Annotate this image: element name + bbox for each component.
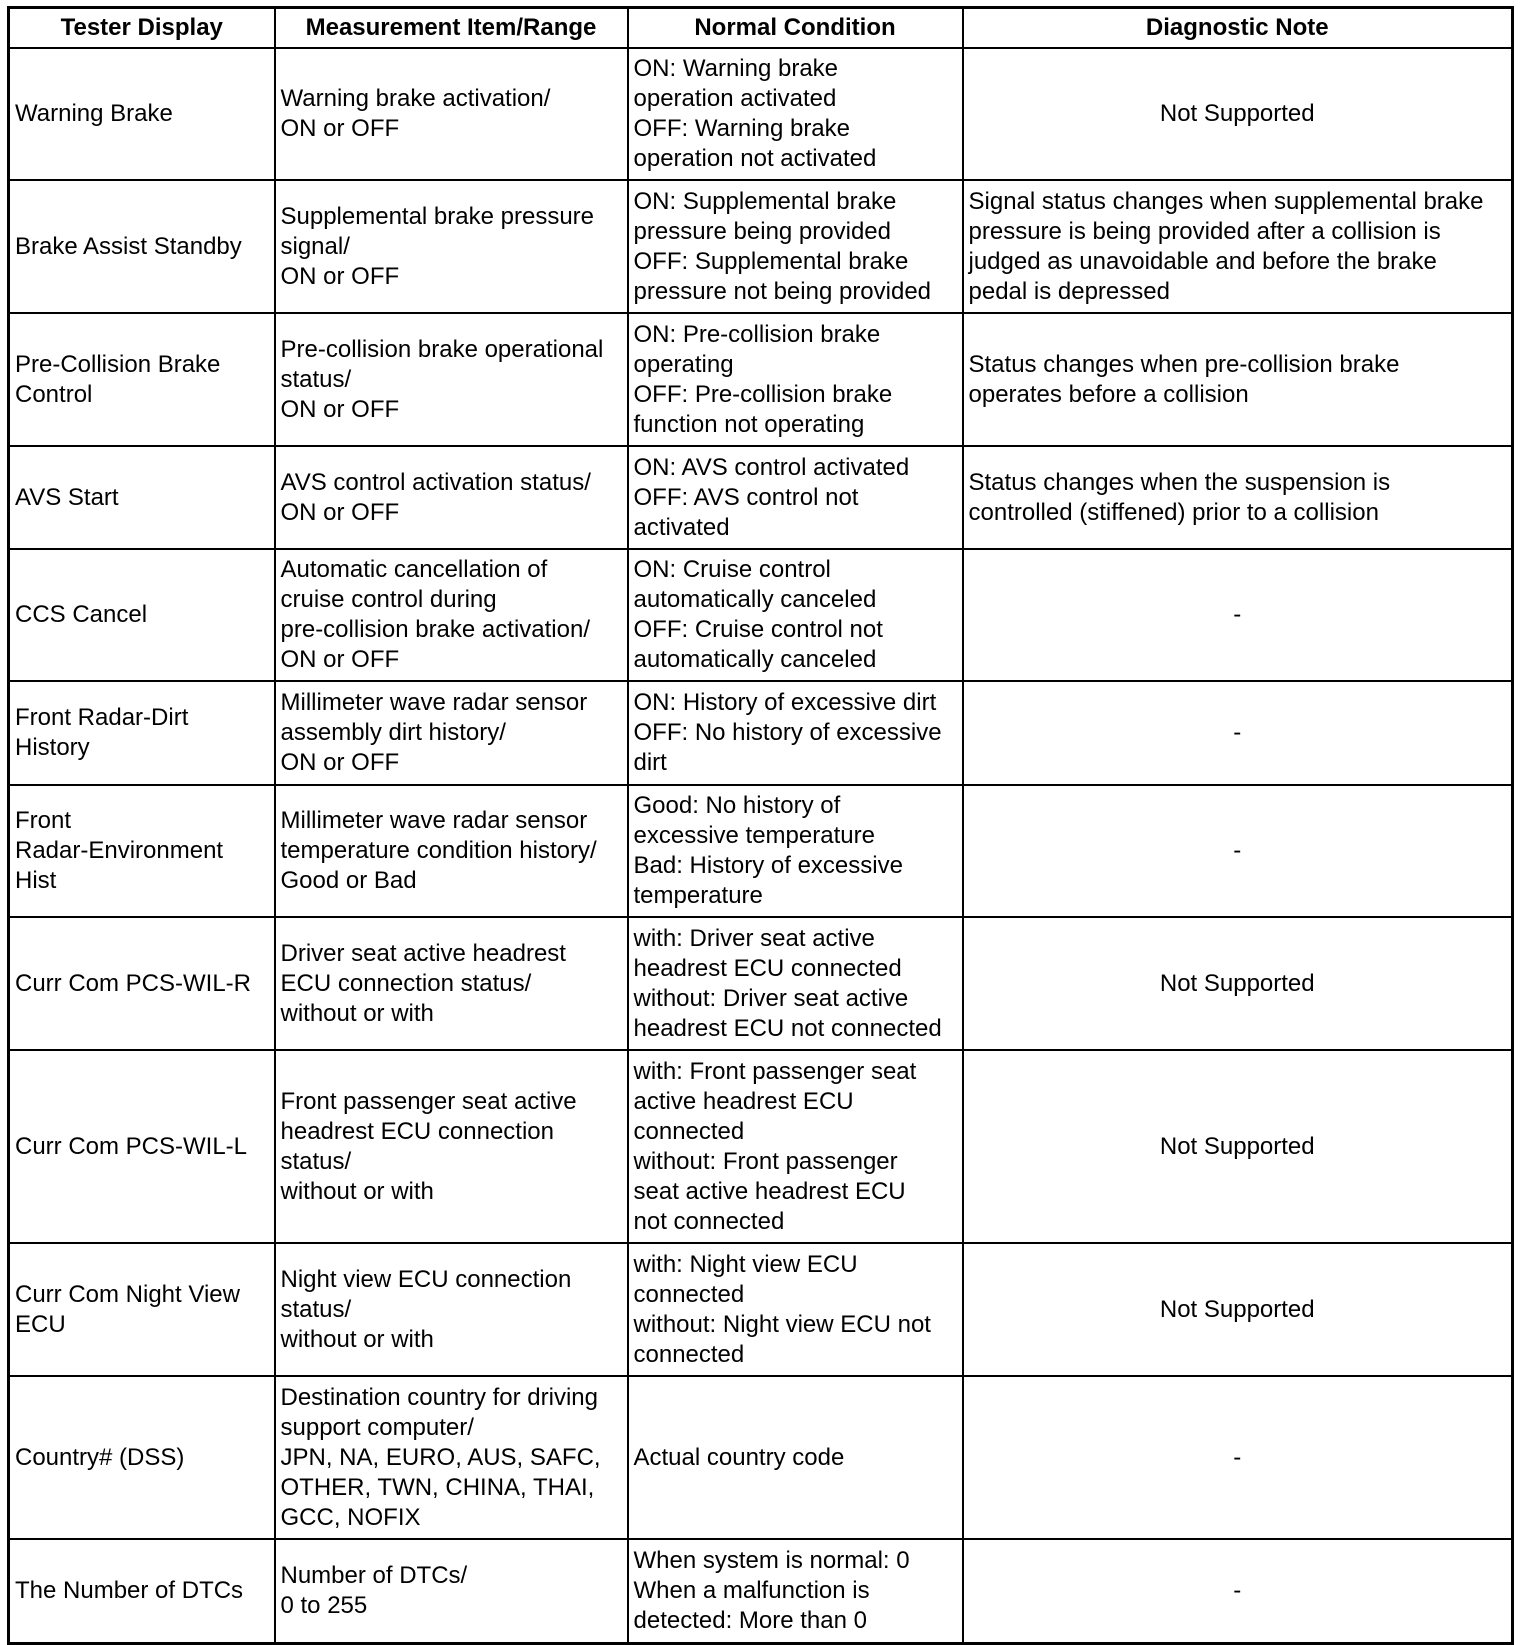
cell-measurement: Night view ECU connection status/ without or with: [275, 1243, 628, 1376]
cell-diagnostic-note: Not Supported: [963, 48, 1513, 180]
cell-measurement: AVS control activation status/ ON or OFF: [275, 446, 628, 549]
table-row: [9, 180, 1513, 313]
table-row: [9, 785, 1513, 917]
cell-diagnostic-note: Status changes when pre-collision brake operates before a collision: [963, 313, 1513, 446]
table-row: [9, 446, 1513, 549]
cell-diagnostic-note: Not Supported: [963, 1050, 1513, 1243]
header-measurement-item: Measurement Item/Range: [275, 8, 628, 49]
cell-normal-condition: ON: AVS control activated OFF: AVS control not activated: [628, 446, 963, 549]
cell-normal-condition: When system is normal: 0 When a malfunction is detected: More than 0: [628, 1539, 963, 1643]
cell-normal-condition: ON: Cruise control automatically canceled OFF: Cruise control not automatically canceled: [628, 549, 963, 681]
table-row: [9, 48, 1513, 180]
table-row: [9, 1243, 1513, 1376]
cell-normal-condition: Actual country code: [628, 1376, 963, 1539]
cell-diagnostic-note: Signal status changes when supplemental brake pressure is being provided after a collision is judged as unavoidable and before the brake pedal is depressed: [963, 180, 1513, 313]
cell-normal-condition: ON: Pre-collision brake operating OFF: Pre-collision brake function not operating: [628, 313, 963, 446]
cell-diagnostic-note: -: [963, 1376, 1513, 1539]
cell-tester-display: Warning Brake: [9, 48, 275, 180]
header-diagnostic-note: Diagnostic Note: [963, 8, 1513, 49]
cell-tester-display: Front Radar-Environment Hist: [9, 785, 275, 917]
table-row: [9, 1539, 1513, 1643]
cell-diagnostic-note: -: [963, 785, 1513, 917]
cell-normal-condition: Good: No history of excessive temperature Bad: History of excessive temperature: [628, 785, 963, 917]
table-row: [9, 549, 1513, 681]
cell-tester-display: CCS Cancel: [9, 549, 275, 681]
cell-measurement: Supplemental brake pressure signal/ ON or OFF: [275, 180, 628, 313]
header-row: [9, 8, 1513, 49]
cell-tester-display: Front Radar-Dirt History: [9, 681, 275, 785]
cell-measurement: Pre-collision brake operational status/ ON or OFF: [275, 313, 628, 446]
cell-tester-display: Country# (DSS): [9, 1376, 275, 1539]
cell-measurement: Number of DTCs/ 0 to 255: [275, 1539, 628, 1643]
cell-normal-condition: ON: Supplemental brake pressure being provided OFF: Supplemental brake pressure not being provided: [628, 180, 963, 313]
cell-measurement: Destination country for driving support computer/ JPN, NA, EURO, AUS, SAFC, OTHER, TWN, CHINA, THAI, GCC, NOFIX: [275, 1376, 628, 1539]
cell-diagnostic-note: -: [963, 549, 1513, 681]
cell-tester-display: Curr Com PCS-WIL-L: [9, 1050, 275, 1243]
cell-tester-display: Curr Com Night View ECU: [9, 1243, 275, 1376]
table-row: [9, 681, 1513, 785]
cell-diagnostic-note: Not Supported: [963, 1243, 1513, 1376]
header-tester-display: Tester Display: [9, 8, 275, 49]
table-row: [9, 313, 1513, 446]
cell-tester-display: Curr Com PCS-WIL-R: [9, 917, 275, 1050]
cell-measurement: Warning brake activation/ ON or OFF: [275, 48, 628, 180]
cell-normal-condition: with: Front passenger seat active headrest ECU connected without: Front passenger seat active headrest ECU not connected: [628, 1050, 963, 1243]
table-row: [9, 1050, 1513, 1243]
cell-diagnostic-note: -: [963, 1539, 1513, 1643]
cell-measurement: Automatic cancellation of cruise control during pre-collision brake activation/ ON or OFF: [275, 549, 628, 681]
cell-tester-display: Pre-Collision Brake Control: [9, 313, 275, 446]
cell-diagnostic-note: Not Supported: [963, 917, 1513, 1050]
cell-measurement: Millimeter wave radar sensor temperature condition history/ Good or Bad: [275, 785, 628, 917]
cell-measurement: Front passenger seat active headrest ECU connection status/ without or with: [275, 1050, 628, 1243]
header-normal-condition: Normal Condition: [628, 8, 963, 49]
cell-measurement: Driver seat active headrest ECU connection status/ without or with: [275, 917, 628, 1050]
cell-normal-condition: ON: History of excessive dirt OFF: No history of excessive dirt: [628, 681, 963, 785]
cell-normal-condition: with: Driver seat active headrest ECU connected without: Driver seat active headrest ECU not connected: [628, 917, 963, 1050]
cell-tester-display: The Number of DTCs: [9, 1539, 275, 1643]
data-list-table-wrapper: [7, 6, 1514, 1645]
table-row: [9, 1376, 1513, 1539]
table-row: [9, 917, 1513, 1050]
cell-diagnostic-note: -: [963, 681, 1513, 785]
cell-normal-condition: ON: Warning brake operation activated OFF: Warning brake operation not activated: [628, 48, 963, 180]
data-list-table: [7, 6, 1514, 1645]
cell-normal-condition: with: Night view ECU connected without: Night view ECU not connected: [628, 1243, 963, 1376]
cell-measurement: Millimeter wave radar sensor assembly dirt history/ ON or OFF: [275, 681, 628, 785]
cell-diagnostic-note: Status changes when the suspension is controlled (stiffened) prior to a collision: [963, 446, 1513, 549]
cell-tester-display: AVS Start: [9, 446, 275, 549]
cell-tester-display: Brake Assist Standby: [9, 180, 275, 313]
